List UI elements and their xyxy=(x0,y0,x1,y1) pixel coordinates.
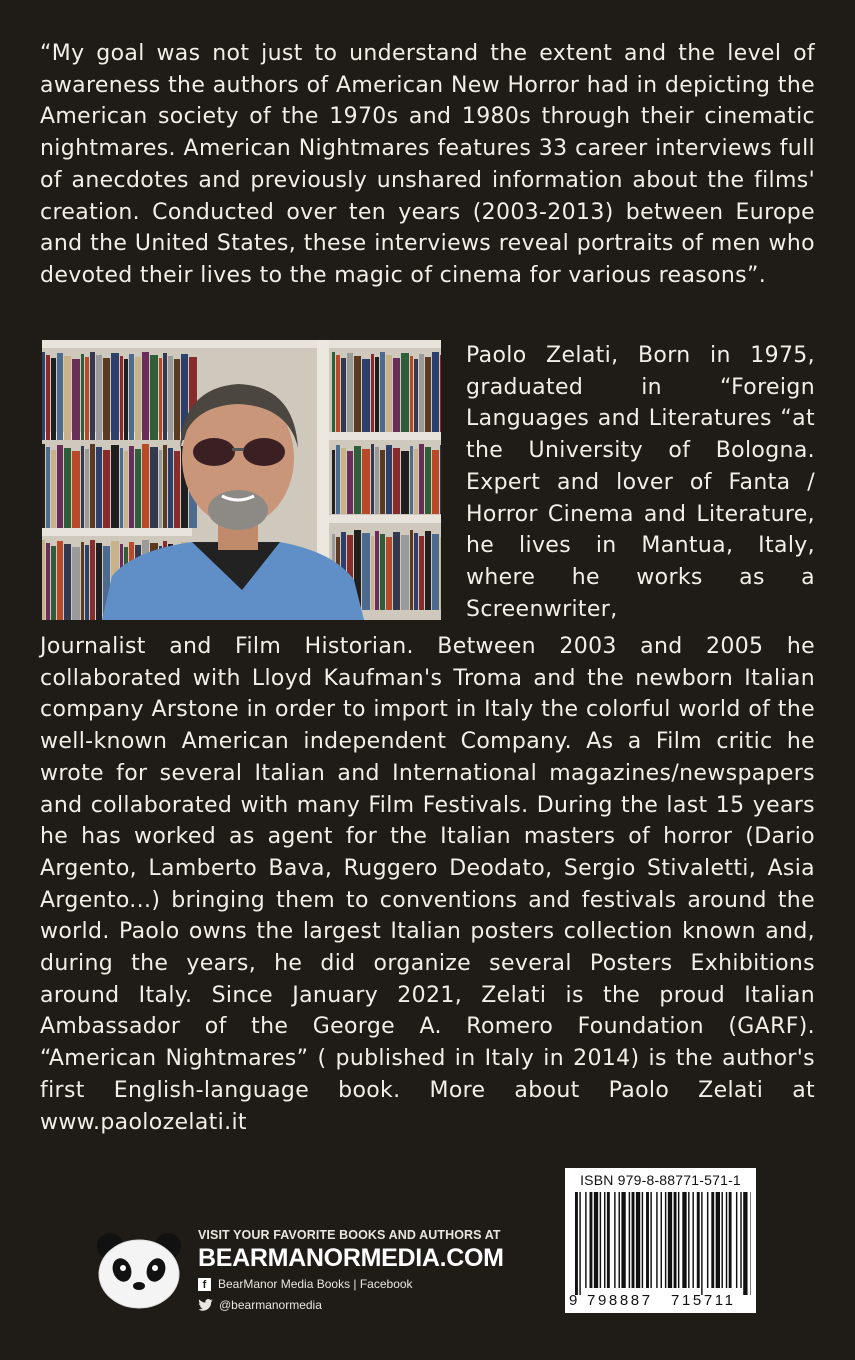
bookshelf-spine xyxy=(375,531,379,610)
bookshelf-spine xyxy=(64,356,71,440)
bookshelf-spine xyxy=(371,536,374,610)
bookshelf-spine xyxy=(386,445,392,514)
barcode-bar xyxy=(678,1192,679,1288)
bookshelf-spine xyxy=(57,353,63,440)
bookshelf-spine xyxy=(432,352,439,432)
bookshelf-spine xyxy=(85,545,89,620)
publisher-footer xyxy=(92,1224,522,1324)
bookshelf-spine xyxy=(51,546,56,620)
bookshelf-spine xyxy=(81,542,84,620)
bookshelf-spine xyxy=(432,534,439,610)
bookshelf-spine xyxy=(96,447,102,528)
bookshelf-spine xyxy=(371,354,374,432)
barcode-bar xyxy=(607,1192,610,1288)
barcode-bar xyxy=(736,1192,737,1288)
bookshelf-spine xyxy=(46,543,50,620)
barcode-bar xyxy=(632,1192,635,1288)
barcode-right-group: 715711 xyxy=(671,1292,736,1309)
twitter-label: @bearmanormedia xyxy=(219,1298,322,1312)
facebook-icon: f xyxy=(198,1278,211,1291)
barcode-bars xyxy=(575,1192,751,1295)
bookshelf-spine xyxy=(42,444,45,528)
barcode-bar xyxy=(650,1192,651,1288)
bookshelf-spine xyxy=(46,447,50,528)
author-bio-intro: Paolo Zelati, Born in 1975, graduated in “Foreign Languages and Literatures “at the University of Bologna. Expert and lover of Fanta / Horror Cinema and Literature, he lives in Mantua, Italy, where he works as a Screenwriter, xyxy=(466,343,815,622)
bookshelf-spine xyxy=(159,450,162,528)
bookshelf-spine xyxy=(336,355,340,432)
twitter-icon xyxy=(198,1299,213,1311)
bookshelf-spine xyxy=(120,448,123,528)
bookshelf-spine xyxy=(414,359,418,432)
bookshelf-spine xyxy=(124,451,128,528)
bookshelf-spine xyxy=(375,357,379,432)
isbn-barcode xyxy=(565,1168,756,1313)
barcode-bar xyxy=(740,1192,741,1288)
bookshelf-spine xyxy=(341,358,346,432)
barcode-bar xyxy=(711,1192,714,1288)
bookshelf-spine xyxy=(174,451,180,528)
barcode-bar xyxy=(697,1192,700,1288)
panda-logo-icon xyxy=(92,1230,184,1310)
barcode-bar xyxy=(707,1192,708,1288)
bookshelf-spine xyxy=(375,447,379,514)
bookshelf-spine xyxy=(42,352,45,440)
barcode-bar xyxy=(729,1192,732,1288)
bookshelf-spine xyxy=(440,537,441,610)
bookshelf-spine xyxy=(111,353,119,440)
bookshelf-spine xyxy=(124,359,128,440)
barcode-bar xyxy=(619,1192,620,1288)
bookshelf-spine xyxy=(347,451,353,514)
barcode-bar xyxy=(716,1192,720,1288)
bookshelf-spine xyxy=(332,352,335,432)
bookshelf-spine xyxy=(410,530,413,610)
bookshelf-spine xyxy=(386,537,392,610)
bookshelf-spine xyxy=(380,352,385,432)
bookshelf-spine xyxy=(90,540,95,620)
bookshelf-spine xyxy=(51,450,56,528)
barcode-bar xyxy=(674,1192,677,1288)
bookshelf-spine xyxy=(81,446,84,528)
bookshelf-spine xyxy=(168,448,173,528)
bookshelf-spine xyxy=(362,449,370,514)
bookshelf-spine xyxy=(393,358,400,432)
barcode-bar xyxy=(642,1192,643,1288)
barcode-bar xyxy=(682,1192,686,1288)
barcode-bar xyxy=(590,1192,593,1288)
barcode-bar xyxy=(629,1192,630,1288)
bookshelf-spine xyxy=(111,445,119,528)
bookshelf-spine xyxy=(380,534,385,610)
bookshelf-spine xyxy=(57,541,63,620)
bookshelf-spine xyxy=(414,533,418,610)
bookshelf-spine xyxy=(135,357,141,440)
bookshelf-spine xyxy=(72,451,80,528)
barcode-bar xyxy=(621,1192,625,1288)
bookshelf-spine xyxy=(419,354,424,432)
barcode-bar xyxy=(594,1192,598,1288)
bookshelf-spine xyxy=(85,449,89,528)
bookshelf-spine xyxy=(401,535,409,610)
bookshelf-spine xyxy=(401,353,409,432)
bookshelf-spine xyxy=(332,450,335,514)
barcode-bar xyxy=(750,1192,751,1295)
facebook-link[interactable] xyxy=(198,1277,413,1291)
barcode-bar xyxy=(726,1192,727,1288)
bookshelf-spine xyxy=(380,450,385,514)
barcode-bar xyxy=(656,1192,657,1288)
bookshelf-spine xyxy=(64,448,71,528)
bookshelf-spine xyxy=(174,359,180,440)
bookshelf-spine xyxy=(440,355,441,432)
barcode-bar xyxy=(604,1192,605,1288)
bookshelf-spine xyxy=(362,359,370,432)
bookshelf-spine xyxy=(90,444,95,528)
bookshelf-spine xyxy=(72,547,80,620)
bookshelf-spine xyxy=(393,532,400,610)
bookshelf-spine xyxy=(362,533,370,610)
barcode-bar xyxy=(614,1192,615,1288)
bookshelf-spine xyxy=(150,355,158,440)
bookshelf-spine xyxy=(81,354,84,440)
bookshelf-spine xyxy=(72,359,80,440)
bookshelf-spine xyxy=(371,444,374,514)
bookshelf-spine xyxy=(120,356,123,440)
bookshelf-spine xyxy=(57,445,63,528)
bookshelf-spine xyxy=(425,357,431,432)
bookshelf-spine xyxy=(419,536,424,610)
bookshelf-spine xyxy=(401,451,409,514)
bookshelf-spine xyxy=(90,352,95,440)
facebook-label: BearManor Media Books | Facebook xyxy=(218,1277,413,1291)
barcode-bar xyxy=(743,1192,747,1295)
barcode-bar xyxy=(692,1192,693,1288)
bookshelf-spine xyxy=(168,356,173,440)
bookshelf-spine xyxy=(410,356,413,432)
blurb-quote: “My goal was not just to understand the extent and the level of awareness the authors of American New Horror had in depicting the American society of the 1970s and 1980s through their cinematic nightmares. American Nightmares features 33 career interviews full of anecdotes and previously unshared information about the films' creation. Conducted over ten years (2003-2013) between Europe and the United States, these interviews reveal portraits of men who devoted their lives to the magic of cinema for various reasons”. xyxy=(40,41,815,288)
barcode-bar xyxy=(665,1192,666,1288)
bookshelf-spine xyxy=(64,544,71,620)
bookshelf-spine xyxy=(341,448,346,514)
bookshelf-spine xyxy=(150,447,158,528)
bookshelf-spine xyxy=(96,355,102,440)
bookshelf-spine xyxy=(354,356,361,432)
isbn-number: ISBN 979-8-88771-571-1 xyxy=(580,1172,741,1188)
bookshelf-spine xyxy=(42,540,45,620)
publisher-website[interactable]: BEARMANORMEDIA.COM xyxy=(198,1244,504,1272)
bookshelf-spine xyxy=(425,531,431,610)
bookshelf-spine xyxy=(410,446,413,514)
bookshelf-spine xyxy=(51,358,56,440)
barcode-bar xyxy=(575,1192,578,1295)
bookshelf-spine xyxy=(393,448,400,514)
barcode-first-digit: 9 xyxy=(569,1292,578,1309)
bookshelf-spine xyxy=(142,444,149,528)
visit-tagline: VISIT YOUR FAVORITE BOOKS AND AUTHORS AT xyxy=(198,1228,501,1242)
bookshelf-spine xyxy=(46,355,50,440)
twitter-link[interactable] xyxy=(198,1298,322,1312)
barcode-bar xyxy=(668,1192,672,1288)
bookshelf-spine xyxy=(159,358,162,440)
bookshelf-spine xyxy=(414,449,418,514)
bookshelf-spine xyxy=(432,450,439,514)
bookshelf-spine xyxy=(103,358,110,440)
bookshelf-spine xyxy=(163,353,167,440)
bookshelf-spine xyxy=(129,446,134,528)
bookshelf-spine xyxy=(96,543,102,620)
author-bio-continued: Journalist and Film Historian. Between 2003 and 2005 he collaborated with Lloyd Kaufman's Troma and the newborn Italian company Arstone in order to import in Italy the colorful world of the well-known American independent Company. As a Film critic he wrote for several Italian and International magazines/newspapers and collaborated with many Film Festivals. During the last 15 years he has worked as agent for the Italian masters of horror (Dario Argento, Lamberto Bava, Ruggero Deodato, Sergio Stivaletti, Asia Argento...) bringing them to conventions and festivals around the world. Paolo owns the largest Italian posters collection known and, during the years, he did organize several Posters Exhibitions around Italy. Since January 2021, Zelati is the proud Italian Ambassador of the George A. Romero Foundation (GARF). “American Nightmares” ( published in Italy in 2014) is the author's first English-language book. More about Paolo Zelati at www.paolozelati.it xyxy=(40,634,815,1135)
barcode-bar xyxy=(600,1192,601,1288)
bookshelf-spine xyxy=(419,444,424,514)
author-photo xyxy=(42,340,441,620)
barcode-bar xyxy=(661,1192,662,1288)
bookshelf-spine xyxy=(129,354,134,440)
barcode-bar xyxy=(701,1192,702,1295)
bookshelf-spine xyxy=(386,355,392,432)
bookshelf-spine xyxy=(85,357,89,440)
bookshelf-spine xyxy=(103,450,110,528)
bookshelf-spine xyxy=(440,445,441,514)
bookshelf-spine xyxy=(347,353,353,432)
barcode-bar xyxy=(636,1192,640,1288)
barcode-bar xyxy=(688,1192,689,1288)
bookshelf-spine xyxy=(336,445,340,514)
barcode-bar xyxy=(721,1192,722,1288)
barcode-bar xyxy=(646,1192,649,1288)
barcode-bar xyxy=(585,1192,586,1288)
bookshelf-spine xyxy=(425,447,431,514)
barcode-bar xyxy=(579,1192,580,1295)
bookshelf-spine xyxy=(354,446,361,514)
bookshelf-spine xyxy=(142,352,149,440)
barcode-left-group: 798887 xyxy=(587,1292,653,1309)
bookshelf-spine xyxy=(163,445,167,528)
bookshelf-spine xyxy=(135,449,141,528)
